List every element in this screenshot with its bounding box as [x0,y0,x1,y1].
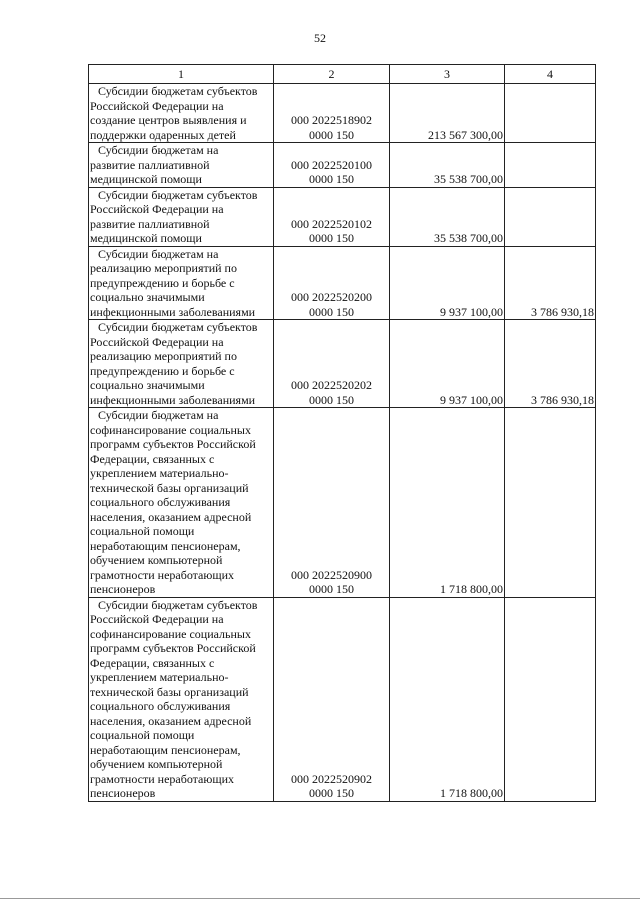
column-header-4: 4 [505,65,596,84]
row-code: 000 2022520100 0000 150 [291,157,372,186]
row-amount: 9 937 100,00 [390,320,505,408]
row-executed: 3 786 930,18 [505,320,596,408]
row-executed [505,597,596,801]
page-bottom-rule [0,898,640,899]
row-name-cell [89,84,274,143]
row-code: 000 2022520900 0000 150 [291,567,372,596]
row-name: Субсидии бюджетам субъектов Российской Федерации на развитие паллиативной медицинской помощи [90,187,258,245]
row-amount: 1 718 800,00 [390,597,505,801]
row-code-cell [274,408,390,598]
row-name: Субсидии бюджетам на софинансирование социальных программ субъектов Российской Федерации, связанных с укреплением материально- технической базы организаций социального обслуживания населения, оказанием адресной социальной помощи неработающим пенсионерам, обучением компьютерной грамотности неработающих пенсионеров [90,408,256,596]
row-code-cell [274,143,390,188]
row-amount: 1 718 800,00 [390,408,505,598]
row-code: 000 2022520200 0000 150 [291,290,372,319]
table-row [89,187,596,246]
row-name: Субсидии бюджетам на реализацию мероприятий по предупреждению и борьбе с социально значимыми инфекционными заболеваниями [90,246,256,319]
row-executed [505,143,596,188]
table-row [89,408,596,598]
row-executed [505,187,596,246]
row-name: Субсидии бюджетам на развитие паллиативной медицинской помощи [90,143,219,186]
budget-table [88,64,596,802]
row-name-cell [89,408,274,598]
row-executed [505,408,596,598]
row-code: 000 2022518902 0000 150 [291,113,372,142]
row-name-cell [89,246,274,320]
row-name-cell [89,597,274,801]
row-code: 000 2022520202 0000 150 [291,378,372,407]
row-name: Субсидии бюджетам субъектов Российской Федерации на реализацию мероприятий по предупреждению и борьбе с социально значимыми инфекционными заболеваниями [90,320,258,407]
row-code-cell [274,84,390,143]
row-code-cell [274,187,390,246]
column-header-1: 1 [89,65,274,84]
row-name-cell [89,187,274,246]
row-amount: 9 937 100,00 [390,246,505,320]
table-header-row [89,65,596,84]
row-executed: 3 786 930,18 [505,246,596,320]
row-amount: 35 538 700,00 [390,143,505,188]
table-row [89,143,596,188]
row-executed [505,84,596,143]
row-code: 000 2022520902 0000 150 [291,771,372,800]
row-code-cell [274,320,390,408]
table-row [89,84,596,143]
row-name-cell [89,143,274,188]
row-code-cell [274,246,390,320]
table-row [89,246,596,320]
row-code-cell [274,597,390,801]
table-row [89,320,596,408]
row-code: 000 2022520102 0000 150 [291,216,372,245]
table-row [89,597,596,801]
row-amount: 213 567 300,00 [390,84,505,143]
row-name: Субсидии бюджетам субъектов Российской Федерации на софинансирование социальных программ субъектов Российской Федерации, связанных с укреплением материально- технической базы организаций социального обслуживания населения, оказанием адресной социальной помощи неработающим пенсионерам, обучением компьютерной грамотности неработающих пенсионеров [90,597,258,800]
column-header-3: 3 [390,65,505,84]
column-header-2: 2 [274,65,390,84]
row-name: Субсидии бюджетам субъектов Российской Федерации на создание центров выявления и поддержки одаренных детей [90,84,258,142]
row-name-cell [89,320,274,408]
page-number: 52 [314,31,326,45]
row-amount: 35 538 700,00 [390,187,505,246]
